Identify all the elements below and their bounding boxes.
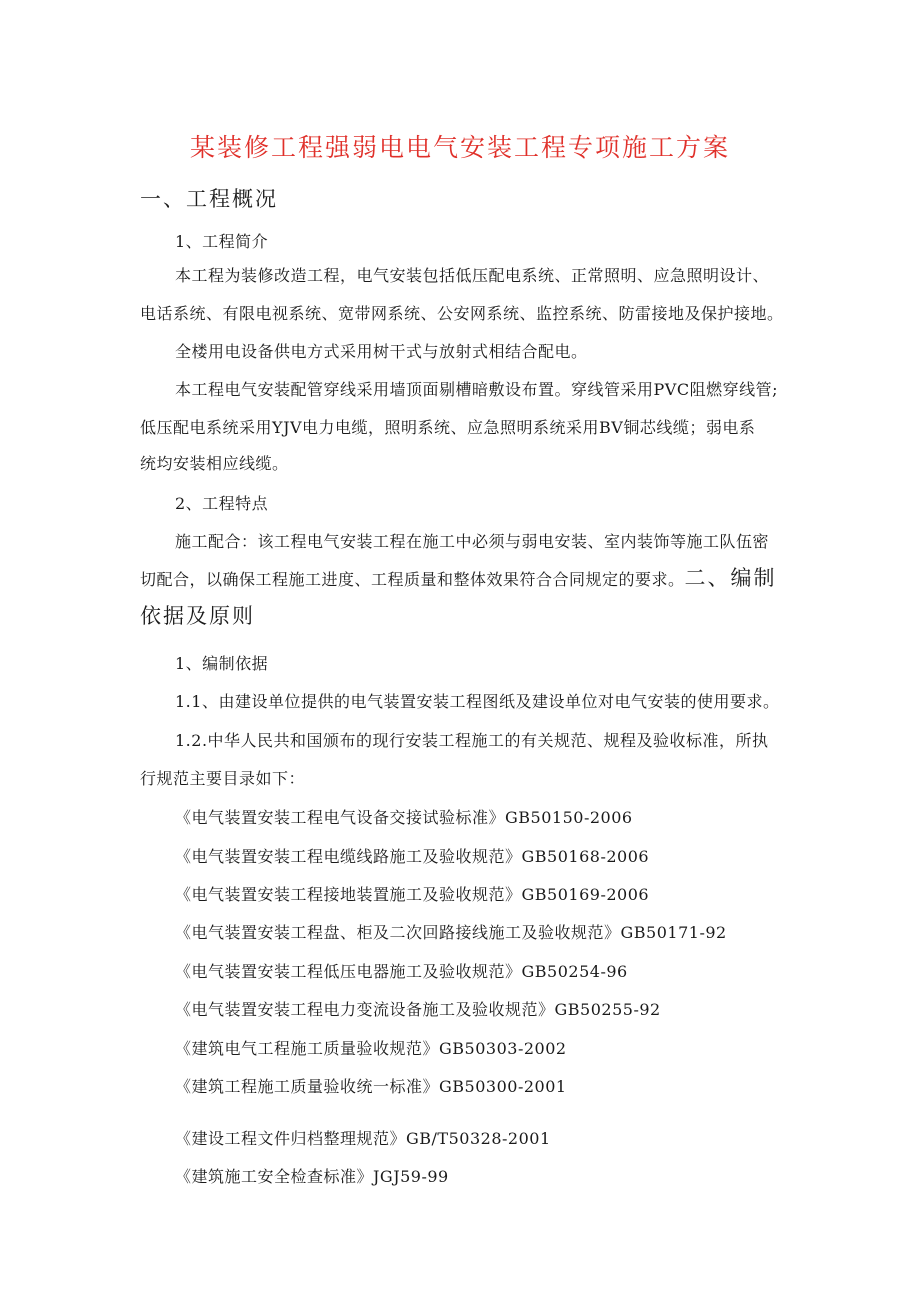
paragraph-line: 统均安装相应线缆。 [140,454,289,473]
standard-item: 《建筑工程施工质量验收统一标准》GB50300-2001 [175,1077,567,1096]
standard-item: 《建筑电气工程施工质量验收规范》GB50303-2002 [175,1039,567,1058]
paragraph-text: 切配合，以确保工程施工进度、工程质量和整体效果符合合同规定的要求。 [140,570,685,589]
standard-item: 《电气装置安装工程电力变流设备施工及验收规范》GB50255-92 [175,1000,661,1019]
paragraph-line: 电话系统、有限电视系统、宽带网系统、公安网系统、监控系统、防雷接地及保护接地。 [140,304,784,323]
standard-item: 《电气装置安装工程电缆线路施工及验收规范》GB50168-2006 [175,847,650,866]
paragraph-line: 本工程电气安装配管穿线采用墙顶面剔槽暗敷设布置。穿线管采用PVC阻燃穿线管; [175,380,778,399]
paragraph-line [140,566,777,592]
paragraph-line: 低压配电系统采用YJV电力电缆，照明系统、应急照明系统采用BV铜芯线缆；弱电系 [140,418,756,437]
section-heading-basis-part1: 二、编制 [684,566,777,590]
standard-item: 《建筑施工安全检查标准》JGJ59-99 [175,1167,449,1186]
standard-item: 《建设工程文件归档整理规范》GB/T50328-2001 [175,1129,551,1148]
subheading-project-intro: 1、工程简介 [175,232,269,251]
list-item: 1.1、由建设单位提供的电气装置安装工程图纸及建设单位对电气安装的使用要求。 [175,692,780,711]
standard-item: 《电气装置安装工程电气设备交接试验标准》GB50150-2006 [175,808,633,827]
section-heading-basis-part2: 依据及原则 [140,604,255,628]
standard-item: 《电气装置安装工程接地装置施工及验收规范》GB50169-2006 [175,885,650,904]
paragraph-line: 本工程为装修改造工程，电气安装包括低压配电系统、正常照明、应急照明设计、 [175,266,770,285]
subheading-compilation-basis: 1、编制依据 [175,654,269,673]
list-item-continuation: 行规范主要目录如下： [140,769,306,788]
paragraph-line: 施工配合：该工程电气安装工程在施工中必须与弱电安装、室内装饰等施工队伍密 [175,532,770,551]
subheading-project-features: 2、工程特点 [175,494,269,513]
list-item: 1.2.中华人民共和国颁布的现行安装工程施工的有关规范、规程及验收标准，所执 [175,731,769,750]
paragraph-line: 全楼用电设备供电方式采用树干式与放射式相结合配电。 [175,342,588,361]
standard-item: 《电气装置安装工程低压电器施工及验收规范》GB50254-96 [175,962,628,981]
document-title: 某装修工程强弱电电气安装工程专项施工方案 [189,133,730,162]
standard-item: 《电气装置安装工程盘、柜及二次回路接线施工及验收规范》GB50171-92 [175,923,727,942]
section-heading-overview: 一、工程概况 [140,187,278,211]
